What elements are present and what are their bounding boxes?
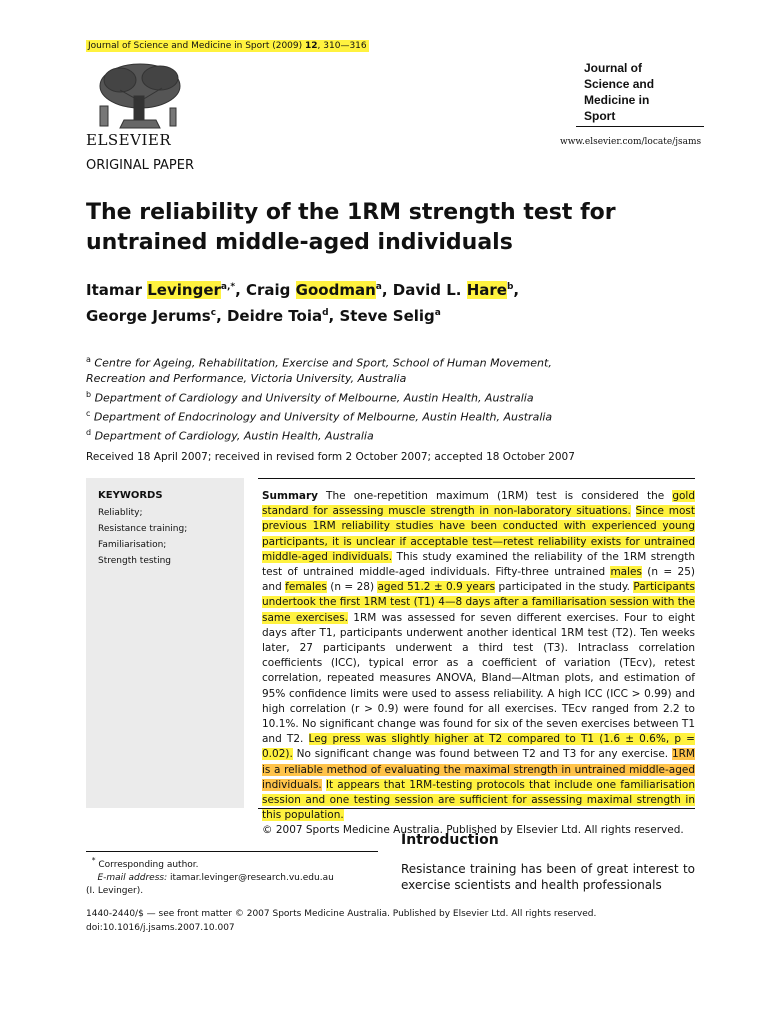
journal-box-line: Medicine in <box>584 93 650 107</box>
introduction-text: Resistance training has been of great interest to exercise scientists and health professionals <box>401 862 695 892</box>
keyword-item: Familiarisation; <box>98 540 167 550</box>
summary-segment: (n = 28) <box>326 581 378 594</box>
paper-title-line: The reliability of the 1RM strength test for <box>86 200 616 225</box>
journal-box-line: Science and <box>584 77 655 91</box>
affiliation-a: $^a$ Centre for Ageing, Rehabilitation, Exercise and Sport, School of Human Movement, <box>86 355 552 370</box>
summary-segment: It appears that 1RM-testing protocols that include one familiarisation session and one testing session are sufficient for assessing maximal strength in this population. <box>262 778 695 822</box>
summary-body <box>262 490 695 821</box>
front-matter <box>86 907 596 935</box>
keyword-item: Reliablity; <box>98 508 143 518</box>
abstract-summary <box>262 489 695 839</box>
abstract-bottom-rule <box>258 808 695 809</box>
affiliation-c: $^c$ Department of Endocrinology and University of Melbourne, Austin Health, Australia <box>86 408 553 424</box>
summary-segment: Since most previous 1RM reliability studies have been conducted with experienced young participants, it is unclear if acceptable test—retest reliability exists for untrained middle-aged individuals. <box>262 505 695 563</box>
summary-segment: participated in the study. <box>495 581 634 594</box>
doi-line: doi:10.1016/j.jsams.2007.10.007 <box>86 923 235 933</box>
journal-volume: 12 <box>305 41 318 51</box>
journal-url[interactable]: www.elsevier.com/locate/jsams <box>560 137 702 147</box>
journal-citation <box>86 41 369 51</box>
summary-segment: aged 51.2 ± 0.9 years <box>377 581 496 594</box>
journal-pages: , 310—316 <box>317 41 367 51</box>
corresponding-author: * Corresponding author. <box>91 856 199 870</box>
keywords-list <box>98 505 187 569</box>
received-dates: Received 18 April 2007; received in revised form 2 October 2007; accepted 18 October 2007 <box>86 451 575 463</box>
author: George Jerums$^c$, <box>86 307 227 325</box>
summary-segment <box>631 505 636 517</box>
doi-link[interactable]: 10.1016/j.jsams.2007.10.007 <box>102 923 235 933</box>
summary-segment: females <box>285 581 327 594</box>
author: Deidre Toia$^d$, <box>226 307 340 325</box>
footnote-rule <box>86 851 378 852</box>
paper-title <box>86 198 696 258</box>
author: Craig Goodman$^a$, <box>246 281 393 299</box>
affiliation-b: $^b$ Department of Cardiology and University of Melbourne, Austin Health, Australia <box>86 389 534 405</box>
footnote <box>86 854 334 898</box>
summary-segment: (n = 25) and <box>262 566 695 594</box>
paper-title-line: untrained middle-aged individuals <box>86 230 513 255</box>
affiliation-a-cont: Recreation and Performance, Victoria University, Australia <box>86 372 407 386</box>
journal-box-line: Sport <box>584 109 616 123</box>
summary-segment: males <box>610 566 642 579</box>
author-list <box>86 276 706 328</box>
summary-label: Summary <box>262 490 319 502</box>
paper-type: ORIGINAL PAPER <box>86 158 194 173</box>
summary-segment: gold standard for assessing muscle strength in non-laboratory situations. <box>262 490 695 518</box>
summary-segment: This study examined the reliability of the 1RM strength test of untrained middle-aged individuals. Fifty-three untrained <box>262 550 696 579</box>
author: Itamar Levinger$^{a,*}$, <box>86 281 247 299</box>
introduction-heading: Introduction <box>401 832 499 848</box>
affiliations <box>86 352 706 444</box>
summary-segment: 1RM was assessed for seven different exercises. Four to eight days after T1, participants underwent another identical 1RM test (T2). Ten weeks later, 27 participants underwent a third test (T3). Intraclass correlation coefficients (ICC), typical error as a coefficient of variation (TEcv), retest correlation, repeated measures ANOVA, Bland—Altman plots, and estimation of 95% confidence limits were used to assess reliability. A high ICC (ICC > 0.99) and high correlation (r > 0.9) were found for all exercises. TEcv ranged from 2.2 to 10.1%. No significant change was found for six of the seven exercises between T1 and T2. <box>262 611 696 746</box>
email-link[interactable]: itamar.levinger@research.vu.edu.au <box>169 873 334 883</box>
author: Steve Selig$^a$ <box>339 307 441 325</box>
journal-box-line: Journal of <box>584 61 643 75</box>
summary-segment: Participants undertook the first 1RM test (T1) 4—8 days after a familiarisation session with the same exercises. <box>262 581 696 624</box>
email-line: E-mail address: itamar.levinger@research.vu.edu.au <box>97 873 334 883</box>
issn-line: 1440-2440/$ — see front matter © 2007 Sports Medicine Australia. Published by Elsevier Ltd. All rights reserved. <box>86 909 597 919</box>
keyword-item: Strength testing <box>98 556 171 566</box>
keywords-title: KEYWORDS <box>98 490 163 501</box>
copyright-line: © 2007 Sports Medicine Australia. Published by Elsevier Ltd. All rights reserved. <box>262 824 684 837</box>
author: David L. Hare$^b$, <box>392 281 520 299</box>
summary-segment: The one-repetition maximum (1RM) test is considered the <box>326 490 673 502</box>
footnote-name: (I. Levinger). <box>86 886 144 896</box>
summary-segment: Leg press was slightly higher at T2 compared to T1 (1.6 ± 0.6%, p = 0.02). <box>262 733 695 761</box>
summary-segment: No significant change was found between T2 and T3 for any exercise. <box>292 748 672 761</box>
affiliation-d: $^d$ Department of Cardiology, Austin Health, Australia <box>86 427 374 443</box>
journal-title-box <box>576 60 704 127</box>
summary-segment: 1RM is a reliable method of evaluating the maximal strength in untrained middle-aged individuals. <box>262 748 695 791</box>
keyword-item: Resistance training; <box>98 524 188 534</box>
abstract-top-rule <box>258 478 695 479</box>
journal-citation-prefix: Journal of Science and Medicine in Sport (2009) <box>88 41 306 51</box>
publisher-name: ELSEVIER <box>86 131 172 149</box>
